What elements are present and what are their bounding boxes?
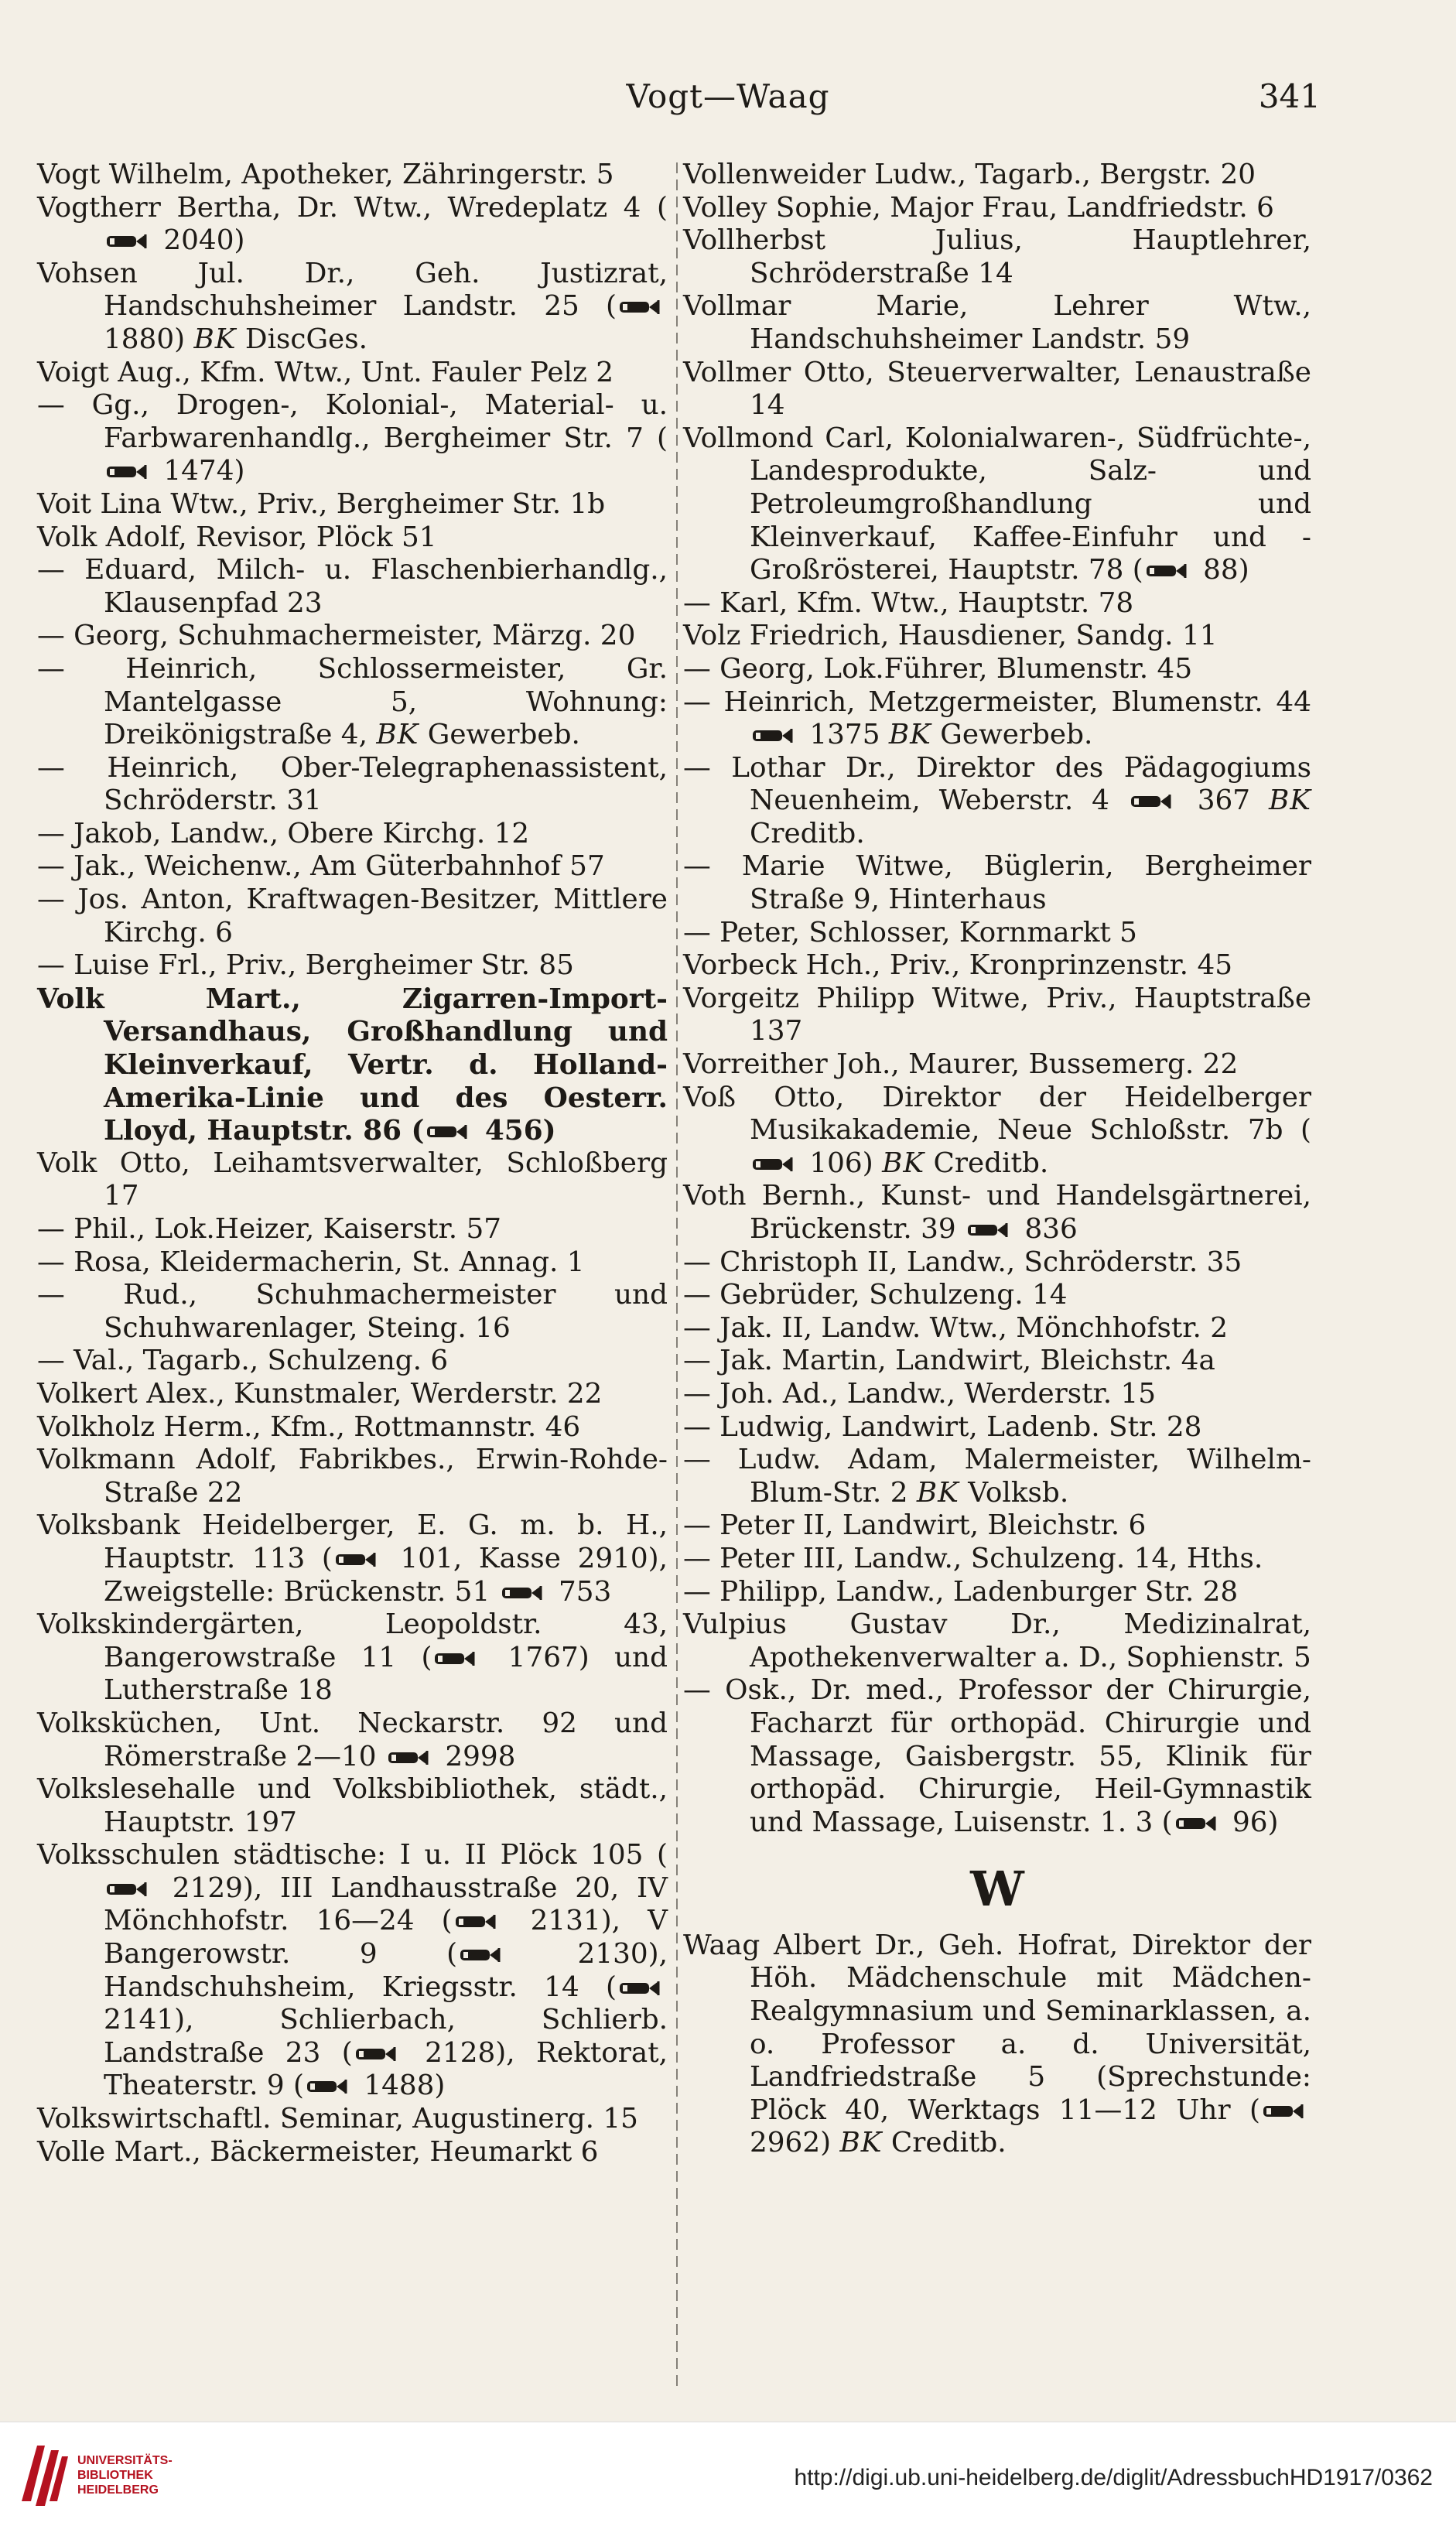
directory-entry	[683, 192, 1311, 225]
entry-text: — Jos. Anton, Kraftwagen-Besitzer, Mittlere Kirchg. 6	[37, 884, 668, 949]
entry-text: Vollmer Otto, Steuerverwalter, Lenaustraße 14	[683, 356, 1311, 422]
entry-text: Volkswirtschaftl. Seminar, Augustinerg. 15	[37, 2103, 638, 2135]
entry-text: Volk Adolf, Revisor, Plöck 51	[37, 521, 437, 553]
entry-text: 96)	[1223, 1806, 1279, 1838]
entry-text: 2040)	[155, 224, 245, 257]
entry-text: — Jakob, Landw., Obere Kirchg. 12	[37, 817, 530, 849]
entry-text: Voit Lina Wtw., Priv., Bergheimer Str. 1b	[37, 487, 606, 520]
bank-abbrev: BK	[1268, 784, 1311, 817]
directory-entry	[683, 1246, 1311, 1280]
entry-text: — Peter III, Landw., Schulzeng. 14, Hths.	[683, 1542, 1263, 1574]
entry-text: — Gg., Drogen-, Kolonial-, Material- u. Farbwarenhandlg., Bergheimer Str. 7 (	[37, 389, 668, 454]
entry-text: 2141), Schlierbach, Schlierb. Landstraße 23 (	[104, 2004, 668, 2069]
entry-text: 1880)	[104, 323, 194, 355]
directory-entry	[683, 290, 1311, 356]
directory-entry	[37, 1839, 668, 2103]
entry-text: 1375	[801, 719, 889, 751]
directory-entry	[37, 2136, 668, 2169]
entry-text: 2128), Rektorat, Theaterstr. 9 (	[104, 2036, 668, 2102]
entry-text: — Marie Witwe, Büglerin, Bergheimer Straße 9, Hinterhaus	[683, 850, 1311, 916]
entry-text: — Heinrich, Ober-Telegraphenassistent, Schröderstr. 31	[37, 751, 668, 817]
telephone-icon	[426, 1122, 470, 1142]
directory-entry	[37, 1246, 668, 1280]
directory-entry	[683, 1444, 1311, 1509]
entry-text: Gewerbeb.	[419, 719, 580, 751]
entry-text: Gewerbeb.	[931, 719, 1093, 751]
entry-text: 106)	[801, 1147, 883, 1179]
telephone-icon	[618, 1978, 663, 1998]
entry-text: — Georg, Schuhmachermeister, Märzg. 20	[37, 620, 636, 652]
entry-text: — Phil., Lok.Heizer, Kaiserstr. 57	[37, 1213, 502, 1245]
telephone-icon	[454, 1912, 499, 1932]
telephone-icon	[459, 1945, 504, 1965]
telephone-icon	[966, 1220, 1011, 1240]
entry-text: Vohsen Jul. Dr., Geh. Justizrat, Handschuhsheimer Landstr. 25 (	[37, 257, 668, 323]
bank-abbrev: BK	[888, 719, 931, 751]
telephone-icon	[1174, 1813, 1219, 1834]
directory-entry	[683, 357, 1311, 422]
source-url-link[interactable]: http://digi.ub.uni-heidelberg.de/diglit/AdressbuchHD1917/0362	[794, 2465, 1433, 2490]
entry-text: Volle Mart., Bäckermeister, Heumarkt 6	[37, 2135, 599, 2168]
entry-text: 367	[1178, 784, 1269, 817]
entry-text: Volkskindergärten, Leopoldstr. 43, Bangerowstraße 11 (	[37, 1608, 668, 1673]
directory-entry	[37, 850, 668, 884]
entry-text: Volksküchen, Unt. Neckarstr. 92 und Römerstraße 2—10	[37, 1707, 668, 1772]
bank-abbrev: BK	[916, 1476, 959, 1509]
directory-entry	[683, 1930, 1311, 2160]
directory-entry	[37, 1378, 668, 1411]
directory-entry	[37, 983, 668, 1147]
entry-text: Creditb.	[925, 1147, 1049, 1179]
telephone-icon	[501, 1583, 545, 1603]
directory-entry	[37, 620, 668, 653]
directory-entry	[37, 521, 668, 555]
telephone-icon	[1130, 791, 1174, 812]
entry-text: — Ludwig, Landwirt, Ladenb. Str. 28	[683, 1410, 1202, 1443]
entry-text: 1474)	[155, 455, 245, 487]
directory-entry	[683, 1576, 1311, 1609]
entry-text: 2130), Handschuhsheim, Kriegsstr. 14 (	[104, 1938, 668, 2003]
directory-entry	[37, 357, 668, 390]
entry-text: Creditb.	[750, 817, 865, 849]
directory-entry	[683, 159, 1311, 192]
telephone-icon	[306, 2077, 350, 2097]
entry-text: — Jak. II, Landw. Wtw., Mönchhofstr. 2	[683, 1311, 1228, 1344]
directory-entry	[683, 422, 1311, 587]
bank-abbrev: BK	[193, 323, 237, 355]
directory-entry	[37, 1444, 668, 1509]
directory-entry	[37, 1707, 668, 1773]
entry-text: Volkert Alex., Kunstmaler, Werderstr. 22	[37, 1377, 603, 1410]
directory-entry	[683, 686, 1311, 752]
directory-entry	[37, 818, 668, 851]
left-column	[37, 159, 668, 2169]
directory-entry	[683, 1608, 1311, 1674]
entry-text: — Rud., Schuhmachermeister und Schuhwarenlager, Steing. 16	[37, 1279, 668, 1344]
telephone-icon	[1145, 561, 1190, 581]
directory-entry	[683, 653, 1311, 686]
entry-text: 2129), III Landhausstraße 20, IV Mönchhofstr. 16—24 (	[104, 1871, 668, 1937]
entry-text: DiscGes.	[236, 323, 367, 355]
telephone-icon	[387, 1748, 432, 1768]
directory-entry	[37, 1213, 668, 1246]
entry-text: Voth Bernh., Kunst- und Handelsgärtnerei, Brückenstr. 39	[683, 1180, 1311, 1245]
bank-abbrev: BK	[882, 1147, 925, 1179]
telephone-icon	[105, 462, 150, 482]
entry-text: — Joh. Ad., Landw., Werderstr. 15	[683, 1377, 1157, 1410]
directory-entry	[37, 1279, 668, 1345]
directory-entry	[683, 587, 1311, 620]
entry-text: Volkholz Herm., Kfm., Rottmannstr. 46	[37, 1410, 581, 1443]
directory-entry	[683, 1674, 1311, 1839]
directory-entry	[37, 1509, 668, 1608]
entry-text: Volk Mart., Zigarren-Import-Versandhaus, Großhandlung und Kleinverkauf, Vertr. d. Holland-Amerika-Linie und des Oesterr. Lloyd, Hauptstr. 86 (	[37, 982, 668, 1147]
entry-text: — Jak., Weichenw., Am Güterbahnhof 57	[37, 850, 605, 883]
directory-entry	[37, 488, 668, 521]
directory-entry	[37, 1147, 668, 1213]
directory-entry	[683, 1279, 1311, 1312]
directory-entry	[683, 1378, 1311, 1411]
entry-text: Vorreither Joh., Maurer, Bussemerg. 22	[683, 1048, 1239, 1081]
directory-entry	[683, 1543, 1311, 1576]
telephone-icon	[354, 2044, 399, 2064]
entry-text: — Heinrich, Metzgermeister, Blumenstr. 44	[683, 685, 1311, 718]
entry-text: Vollenweider Ludw., Tagarb., Bergstr. 20	[683, 159, 1256, 190]
directory-entry	[683, 949, 1311, 983]
directory-entry	[37, 653, 668, 752]
library-logo-text	[77, 2453, 173, 2497]
entry-text: Voß Otto, Direktor der Heidelberger Musikakademie, Neue Schloßstr. 7b (	[683, 1081, 1311, 1147]
directory-entry	[37, 1773, 668, 1839]
logo-line: HEIDELBERG	[77, 2483, 159, 2497]
bank-abbrev: BK	[839, 2127, 883, 2159]
directory-entry	[683, 1312, 1311, 1345]
entry-text: — Rosa, Kleidermacherin, St. Annag. 1	[37, 1246, 585, 1278]
running-head	[0, 77, 1456, 132]
section-letter-heading: W	[970, 1861, 1024, 1918]
directory-entry	[37, 192, 668, 258]
entry-text: 2962)	[750, 2127, 840, 2159]
directory-entry	[37, 752, 668, 818]
entry-text: — Jak. Martin, Landwirt, Bleichstr. 4a	[683, 1345, 1215, 1377]
directory-entry	[37, 2103, 668, 2136]
entry-text: 836	[1016, 1213, 1078, 1245]
directory-entry	[37, 1345, 668, 1378]
entry-text: — Peter, Schlosser, Kornmarkt 5	[683, 916, 1137, 949]
page-title: Vogt—Waag	[626, 77, 830, 115]
directory-entry	[37, 159, 668, 192]
entry-text: Volksbank Heidelberger, E. G. m. b. H., Hauptstr. 113 (	[37, 1509, 668, 1574]
directory-entry	[683, 1509, 1311, 1543]
entry-text: Vollmar Marie, Lehrer Wtw., Handschuhsheimer Landstr. 59	[683, 290, 1311, 355]
entry-text: Voigt Aug., Kfm. Wtw., Unt. Fauler Pelz 2	[37, 356, 614, 388]
directory-entry	[683, 620, 1311, 653]
entry-text: Volksschulen städtische: I u. II Plöck 105 (	[37, 1839, 668, 1871]
entry-text: Creditb.	[882, 2127, 1007, 2159]
entry-text: Vollherbst Julius, Hauptlehrer, Schröderstraße 14	[683, 224, 1311, 289]
library-logo-icon	[14, 2439, 71, 2511]
directory-entry	[683, 224, 1311, 290]
entry-text: — Val., Tagarb., Schulzeng. 6	[37, 1345, 449, 1377]
telephone-icon	[1262, 2101, 1307, 2121]
entry-text: Vulpius Gustav Dr., Medizinalrat, Apothekenverwalter a. D., Sophienstr. 5	[683, 1608, 1311, 1673]
directory-entry	[683, 1048, 1311, 1082]
entry-text: Vollmond Carl, Kolonialwaren-, Südfrüchte-, Landesprodukte, Salz- und Petroleumgroßhandlung und Kleinverkauf, Kaffee-Einfuhr und -Großrösterei, Hauptstr. 78 (	[683, 422, 1311, 586]
entry-text: 2998	[436, 1740, 516, 1772]
directory-entry	[37, 949, 668, 983]
directory-entry	[683, 917, 1311, 950]
directory-entry	[37, 1608, 668, 1707]
telephone-icon	[751, 726, 796, 746]
directory-entry	[683, 983, 1311, 1048]
entry-text: Vorbeck Hch., Priv., Kronprinzenstr. 45	[683, 949, 1232, 982]
telephone-icon	[433, 1649, 478, 1669]
entry-text: Vorgeitz Philipp Witwe, Priv., Hauptstraße 137	[683, 982, 1311, 1048]
entry-text: Vogtherr Bertha, Dr. Wtw., Wredeplatz 4 (	[37, 191, 668, 224]
entry-text: 1767) und Lutherstraße 18	[104, 1641, 668, 1707]
entry-text: 101, Kasse 2910), Zweigstelle: Brückenstr. 51	[104, 1542, 668, 1608]
entry-text: Volkslesehalle und Volksbibliothek, städt., Hauptstr. 197	[37, 1773, 668, 1838]
entry-text: Waag Albert Dr., Geh. Hofrat, Direktor der Höh. Mädchenschule mit Mädchen-Realgymnasium und Seminarklassen, a. o. Professor a. d. Universität, Landfriedstraße 5 (Sprechstunde: Plöck 40, Werktags 11—12 Uhr (	[683, 1929, 1311, 2126]
logo-line: BIBLIOTHEK	[77, 2469, 153, 2482]
entry-text: 2131), V Bangerowstr. 9 (	[104, 1905, 668, 1971]
telephone-icon	[105, 231, 150, 251]
entry-text: 753	[549, 1575, 612, 1608]
telephone-icon	[105, 1879, 150, 1899]
directory-entry	[37, 389, 668, 488]
entry-text: — Philipp, Landw., Ladenburger Str. 28	[683, 1575, 1239, 1608]
entry-text: — Osk., Dr. med., Professor der Chirurgie, Facharzt für orthopäd. Chirurgie und Massage, Gaisbergstr. 55, Klinik für orthopäd. Chirurgie, Heil-Gymnastik und Massage, Luisenstr. 1. 3 (	[683, 1674, 1311, 1838]
entry-text: 88)	[1194, 554, 1249, 586]
entry-text: Volkmann Adolf, Fabrikbes., Erwin-Rohde-Straße 22	[37, 1444, 668, 1509]
entry-text: — Ludw. Adam, Malermeister, Wilhelm-Blum-Str. 2	[683, 1444, 1311, 1509]
entry-text: — Georg, Lok.Führer, Blumenstr. 45	[683, 652, 1193, 685]
entry-text: — Karl, Kfm. Wtw., Hauptstr. 78	[683, 586, 1134, 619]
footer-bar	[0, 2422, 1456, 2526]
entry-text: — Luise Frl., Priv., Bergheimer Str. 85	[37, 949, 574, 982]
entry-text: — Christoph II, Landw., Schröderstr. 35	[683, 1246, 1242, 1278]
telephone-icon	[751, 1154, 796, 1174]
directory-entry	[37, 258, 668, 357]
directory-entry	[683, 850, 1311, 916]
logo-line: UNIVERSITÄTS-	[77, 2454, 173, 2467]
entry-text: Volley Sophie, Major Frau, Landfriedstr. 6	[683, 191, 1274, 224]
column-divider	[676, 162, 678, 2391]
entry-text: — Peter II, Landwirt, Bleichstr. 6	[683, 1509, 1147, 1542]
directory-entry	[683, 752, 1311, 851]
directory-entry	[37, 884, 668, 949]
directory-entry	[683, 1180, 1311, 1246]
right-column	[683, 159, 1311, 2160]
entry-text: — Eduard, Milch- u. Flaschenbierhandlg., Klausenpfad 23	[37, 554, 668, 619]
telephone-icon	[618, 297, 663, 317]
entry-text: Volz Friedrich, Hausdiener, Sandg. 11	[683, 620, 1218, 652]
entry-text: Volksb.	[959, 1476, 1069, 1509]
page-number: 341	[1258, 77, 1321, 115]
directory-entry	[37, 554, 668, 620]
entry-text: — Lothar Dr., Direktor des Pädagogiums Neuenheim, Weberstr. 4	[683, 751, 1311, 817]
entry-text: 1488)	[354, 2070, 446, 2102]
entry-text: — Heinrich, Schlossermeister, Gr. Mantelgasse 5, Wohnung: Dreikönigstraße 4,	[37, 652, 668, 751]
directory-entry	[683, 1411, 1311, 1444]
directory-entry	[37, 1411, 668, 1444]
directory-entry	[683, 1082, 1311, 1181]
entry-text: — Gebrüder, Schulzeng. 14	[683, 1279, 1068, 1311]
directory-entry	[683, 1345, 1311, 1378]
telephone-icon	[334, 1550, 379, 1570]
entry-text: Vogt Wilhelm, Apotheker, Zähringerstr. 5	[37, 159, 614, 190]
entry-text: Volk Otto, Leihamtsverwalter, Schloßberg 17	[37, 1147, 668, 1212]
bank-abbrev: BK	[376, 719, 419, 751]
entry-text: 456)	[475, 1114, 556, 1147]
